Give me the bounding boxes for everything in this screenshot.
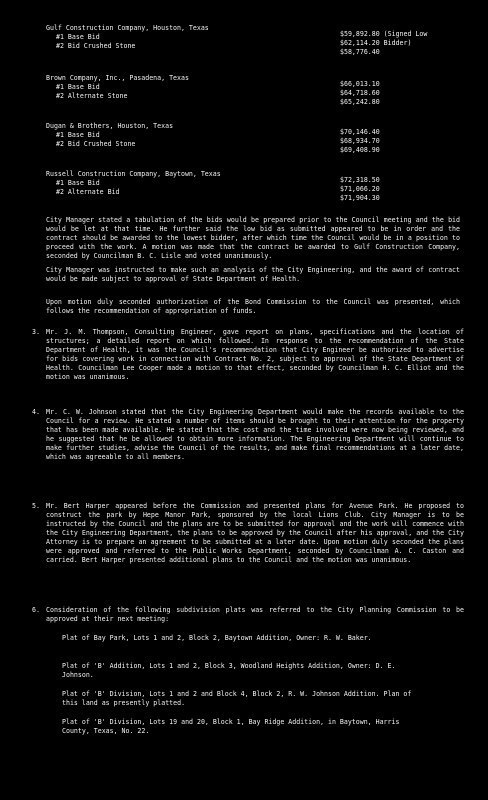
item-text: Consideration of the following subdivision plats was referred to the City Planning Commission to be approved at their next meeting: (46, 606, 464, 623)
bid-line: #1 Base Bid (56, 179, 100, 187)
sub-item-text: Plat of 'B' Division, Lots 1 and 2 and Block 4, Block 2, R. W. Johnson Addition. Plan of this land as presently platted. (62, 690, 412, 707)
bid-amount: $64,718.60 (340, 89, 380, 97)
bid-entry (46, 170, 466, 216)
bidder-name: Brown Company, Inc., Pasadena, Texas (46, 74, 189, 82)
numbered-item (32, 502, 464, 565)
item-text: Mr. J. M. Thompson, Consulting Engineer, gave report on plans, specifications and the location of structures; a detailed report on which followed. In response to the recommendation of the State Department of Health, it was the Council's recommendation that City Engineer be authorized to advertise for bids covering work in connection with Contract No. 2, subject to approval of the State Department of Health. Councilman Lee Cooper made a motion to that effect, seconded by Councilman H. C. Elliot and the motion was unanimous. (46, 328, 464, 381)
item-number: 6. (32, 606, 40, 614)
item-text: Mr. C. W. Johnson stated that the City Engineering Department would make the records available to the Council for a review. He stated a number of items should be brought to their attention for the property that has been made available. He stated that the cost and the time involved were now being reviewed, and he suggested that he be allowed to obtain more information. The Engineering Department will continue to make further studies, advise the Council of the results, and make final recommendations at a later date, which was agreeable to all members. (46, 408, 464, 461)
bid-line: #2 Alternate Bid (56, 188, 120, 196)
bid-amount: $71,066.20 (340, 185, 380, 193)
paragraph-text: Upon motion duly seconded authorization of the Bond Commission to the Council was presented, which follows the recommendation of appropriation of funds. (46, 298, 460, 315)
sub-item-text: Plat of 'B' Division, Lots 19 and 20, Block 1, Bay Ridge Addition, in Baytown, Harris County, Texas, No. 22. (62, 718, 400, 735)
bid-amount: $70,146.40 (340, 128, 380, 136)
bid-amount: $72,318.50 (340, 176, 380, 184)
bid-amount: $71,904.30 (340, 194, 380, 202)
item-number: 5. (32, 502, 40, 510)
paragraph (46, 216, 460, 261)
sub-item (62, 662, 422, 680)
bidder-name: Gulf Construction Company, Houston, Texas (46, 24, 209, 32)
bid-line: #2 Bid Crushed Stone (56, 140, 136, 148)
bid-amount: $66,013.10 (340, 80, 380, 88)
paragraph-text: City Manager was instructed to make such an analysis of the City Engineering, and the award of contract would be made subject to approval of State Department of Health. (46, 266, 460, 283)
sub-item-text: Plat of 'B' Addition, Lots 1 and 2, Block 3, Woodland Heights Addition, Owner: D. E. Johnson. (62, 662, 396, 679)
paragraph (46, 266, 460, 284)
bid-entry (46, 122, 466, 168)
bid-line: #1 Base Bid (56, 33, 100, 41)
numbered-item (32, 408, 464, 462)
sub-item (62, 634, 422, 643)
bid-amount: $59,892.80 (Signed Low (340, 30, 428, 38)
bid-line: #2 Bid Crushed Stone (56, 42, 136, 50)
paragraph-text: City Manager stated a tabulation of the bids would be prepared prior to the Council meeting and the bid would be let at that time. He further said the low bid as submitted appeared to be in order and the contract should be awarded to the lowest bidder, after which time the Council would be in a position to proceed with the work. A motion was made that the contract be awarded to Gulf Construction Company, seconded by Councilman B. C. Lisle and voted unanimously. (46, 216, 460, 260)
bidder-name: Dugan & Brothers, Houston, Texas (46, 122, 174, 130)
bidder-name: Russell Construction Company, Baytown, Texas (46, 170, 221, 178)
bid-amount: $68,934.70 (340, 137, 380, 145)
bid-amount: $69,408.90 (340, 146, 380, 154)
bid-line: #1 Base Bid (56, 83, 100, 91)
item-text: Mr. Bert Harper appeared before the Commission and presented plans for Avenue Park. He proposed to construct the park by Hepe Manor Park, sponsored by the local Lions Club. City Manager is to be instructed by the Council and the plans are to be submitted for approval and the work will commence with the City Engineering Department, the plans to be approved by the Council after his approval, and the City Attorney is to prepare an agreement to be submitted at a later date. Upon motion duly seconded the plans were approved and referred to the Public Works Department, seconded by Councilman A. C. Caston and carried. Bert Harper presented additional plans to the Council and the motion was unanimous. (46, 502, 464, 564)
bid-amount: $65,242.80 (340, 98, 380, 106)
sub-item-text: Plat of Bay Park, Lots 1 and 2, Block 2, Baytown Addition, Owner: R. W. Baker. (62, 634, 372, 642)
item-number: 3. (32, 328, 40, 336)
numbered-item (32, 606, 464, 624)
item-number: 4. (32, 408, 40, 416)
bid-amount: $62,114.20 Bidder) (340, 39, 412, 47)
bid-entry (46, 24, 466, 70)
bid-line: #2 Alternate Stone (56, 92, 128, 100)
bid-amount: $58,776.40 (340, 48, 380, 56)
sub-item (62, 690, 422, 708)
sub-item (62, 718, 422, 736)
numbered-item (32, 328, 464, 382)
paragraph (46, 298, 460, 316)
bid-line: #1 Base Bid (56, 131, 100, 139)
bid-entry (46, 74, 466, 120)
